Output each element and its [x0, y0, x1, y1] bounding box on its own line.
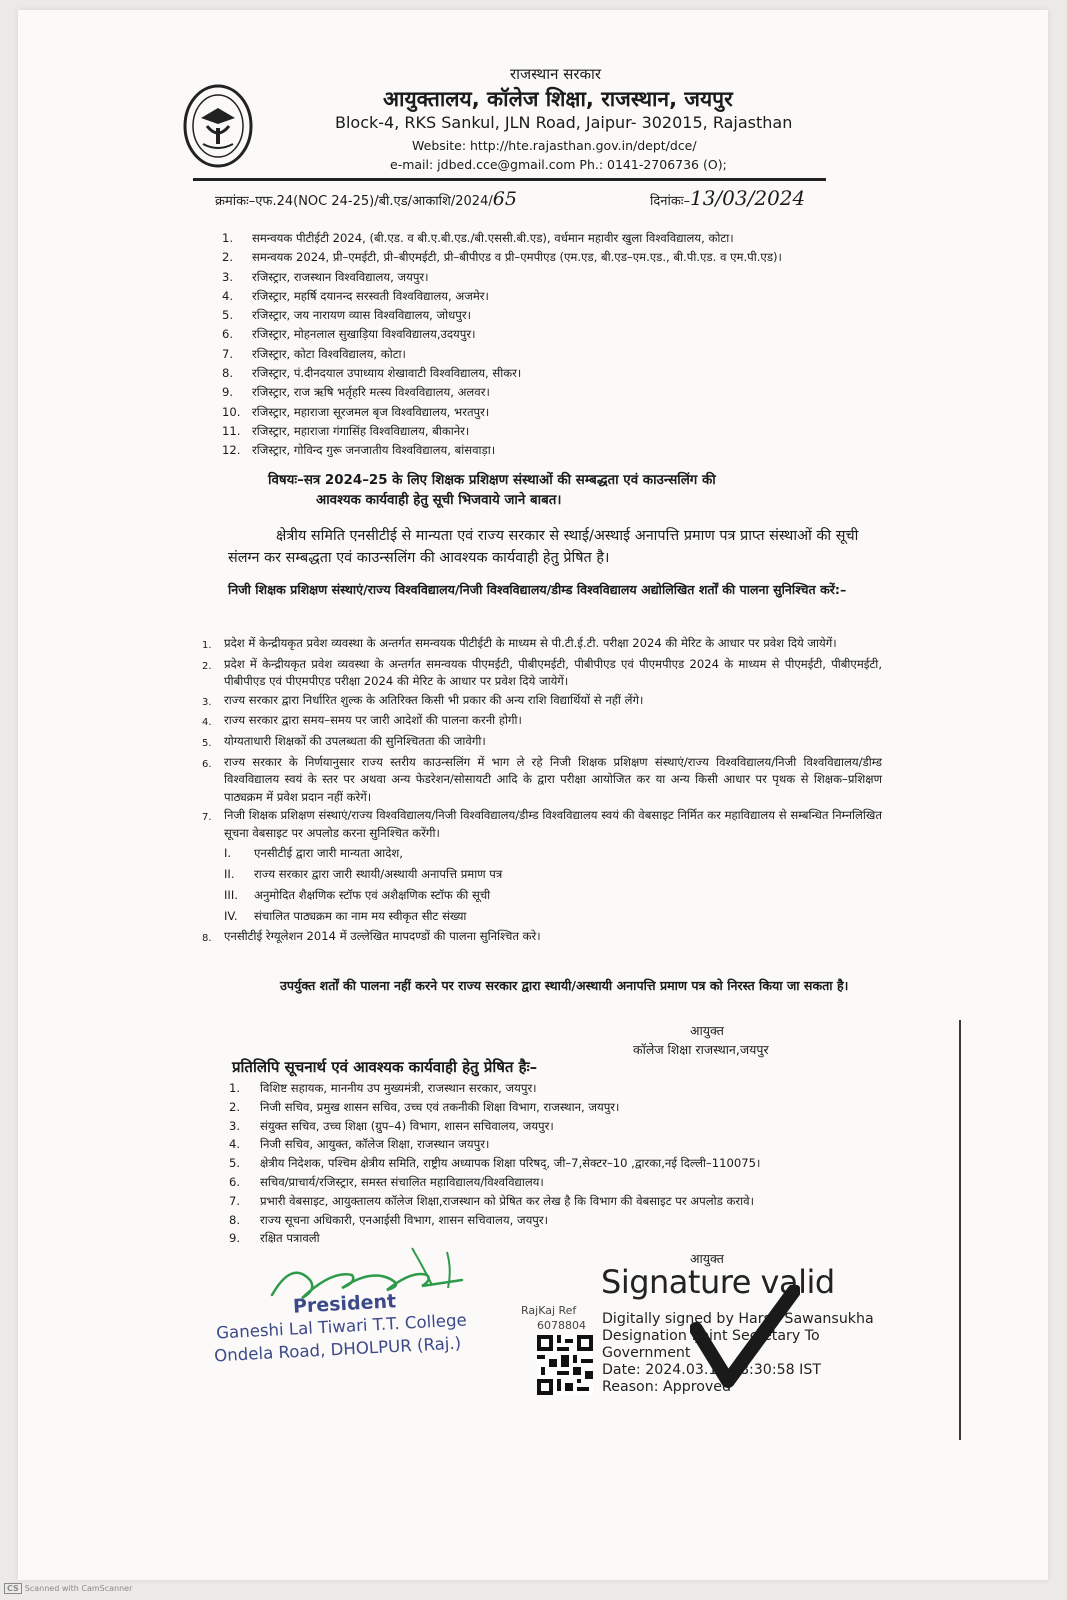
addressee-list — [222, 231, 782, 463]
list-item: 11. रजिस्ट्रार, महाराजा गंगासिंह विश्वविद्यालय, बीकानेर। — [222, 423, 470, 438]
list-item: 12. रजिस्ट्रार, गोविन्द गुरू जनजातीय विश्वविद्यालय, बांसवाड़ा। — [222, 443, 496, 458]
list-item: 4. रजिस्ट्रार, महर्षि दयानन्द सरस्वती विश्वविद्यालय, अजमेर। — [222, 288, 489, 303]
body-paragraph: क्षेत्रीय समिति एनसीटीई से मान्यता एवं राज्य सरकार से स्थाई/अस्थाई अनापत्ति प्रमाण पत्र प्राप्त संस्थाओं की सूची संलग्न कर सम्बद्धता एवं काउन्सलिंग की आवश्यक कार्यवाही हेतु प्रेषित है। — [228, 528, 859, 566]
list-item: 4. राज्य सरकार द्वारा समय–समय पर जारी आदेशों की पालना करनी होगी। — [202, 713, 522, 729]
signatory-title-2: आयुक्त — [690, 1251, 724, 1266]
list-item: 7. निजी शिक्षक प्रशिक्षण संस्थाएं/राज्य विश्वविद्यालय/निजी विश्वविद्यालय/डीम्ड विश्वविद्यालय स्वयं की वेबसाइट निर्मित कर महाविद्यालय से सम्बन्धित निम्नलिखित सूचना वेबसाइट पर अपलोड करना सुनिश्चित करेंगी। — [202, 808, 882, 840]
list-item: 8. एनसीटीई रेग्यूलेशन 2014 में उल्लेखित मापदण्डों की पालना सुनिश्चित करे। — [202, 928, 541, 944]
scanner-text: Scanned with CamScanner — [24, 1584, 133, 1593]
office-address: Block-4, RKS Sankul, JLN Road, Jaipur- 302015, Rajasthan — [335, 113, 793, 132]
subject-line-2: आवश्यक कार्यवाही हेतु सूची भिजवाये जाने बाबत। — [316, 493, 562, 508]
stamp-role: President — [292, 1290, 397, 1318]
warning-note: उपर्युक्त शर्तों की पालना नहीं करने पर राज्य सरकार द्वारा स्थायी/अस्थायी अनापत्ति प्रमाण पत्र को निरस्त किया जा सकता है। — [280, 978, 849, 993]
list-item: 1. विशिष्ट सहायक, माननीय उप मुख्यमंत्री, राजस्थान सरकार, जयपुर। — [229, 1081, 537, 1095]
scanner-watermark — [4, 1583, 132, 1594]
reference-handwritten-number: 65 — [492, 188, 517, 210]
conditions-heading: निजी शिक्षक प्रशिक्षण संस्थाएं/राज्य विश्वविद्यालय/निजी विश्वविद्यालय/डीम्ड विश्वविद्यालय अद्योलिखित शर्तों की पालना सुनिश्चित करें:– — [228, 582, 847, 597]
designation: Designation :Joint Secretary To — [602, 1328, 820, 1344]
office-email-phone: e-mail: jdbed.cce@gmail.com Ph.: 0141-2706736 (O); — [390, 157, 727, 172]
subject-line-1: विषयः–सत्र 2024–25 के लिए शिक्षक प्रशिक्षण संस्थाओं की सम्बद्धता एवं काउन्सलिंग की — [268, 473, 716, 488]
checkmark-icon — [690, 1285, 800, 1395]
conditions-list — [202, 635, 882, 948]
office-website: Website: http://hte.rajasthan.gov.in/dept/dce/ — [412, 138, 697, 153]
list-item: 3. संयुक्त सचिव, उच्च शिक्षा (ग्रुप–4) विभाग, शासन सचिवालय, जयपुर। — [229, 1118, 554, 1133]
reference-number — [215, 188, 517, 210]
scanner-logo-icon: CS — [4, 1583, 22, 1594]
margin-line — [959, 1020, 961, 1440]
list-item: 7. प्रभारी वेबसाइट, आयुक्तालय कॉलेज शिक्षा,राजस्थान को प्रेषित कर लेख है कि विभाग की वेबसाइट पर अपलोड करावे। — [229, 1193, 754, 1208]
list-item: 7. रजिस्ट्रार, कोटा विश्वविद्यालय, कोटा। — [222, 346, 406, 361]
signature-date: Date: 2024.03.13 18:30:58 IST — [602, 1362, 822, 1378]
signatory-title: आयुक्त — [690, 1023, 724, 1038]
list-item: 2. समन्वयक 2024, प्री–एमईटी, प्री–बीएमईटी, प्री–बीपीएड व प्री–एमपीएड (एम.एड, बी.एड–एम.एड., बी.पी.एड. व एम.पी.एड)। — [222, 250, 782, 265]
stamp-college-name: Ganeshi Lal Tiwari T.T. College — [215, 1310, 468, 1343]
department-logo-emblem — [183, 84, 253, 168]
list-item: 2. प्रदेश में केन्द्रीयकृत प्रवेश व्यवस्था के अन्तर्गत समन्वयक पीएमईटी, पीबीएमईटी, पीबीपीएड एवं पीएमपीएड 2024 के माध्यम से पीएमईटी, पीबीएमईटी, पीबीपीएड एवं पीएमपीएड परीक्षा 2024 की मेरिट के आधार पर प्रवेश दिये जायेगें। — [202, 656, 882, 689]
rajkaj-number: 6078804 — [537, 1319, 586, 1332]
list-item: III. अनुमोदित शैक्षणिक स्टॉफ एवं अशैक्षणिक स्टॉफ की सूची — [224, 888, 491, 903]
list-item: 8. रजिस्ट्रार, पं.दीनदयाल उपाध्याय शेखावाटी विश्वविद्यालय, सीकर। — [222, 366, 522, 381]
header-divider — [193, 178, 826, 181]
list-item: 3. राज्य सरकार द्वारा निर्धारित शुल्क के अतिरिक्त किसी भी प्रकार की अन्य राशि विद्यार्थियों से नहीं लेंगे। — [202, 692, 644, 708]
list-item: 3. रजिस्ट्रार, राजस्थान विश्वविद्यालय, जयपुर। — [222, 269, 429, 284]
copy-heading: प्रतिलिपि सूचनार्थ एवं आवश्यक कार्यवाही हेतु प्रेषित हैः– — [232, 1058, 538, 1076]
office-title: आयुक्तालय, कॉलेज शिक्षा, राजस्थान, जयपुर — [383, 87, 733, 111]
list-item: 10. रजिस्ट्रार, महाराजा सूरजमल बृज विश्वविद्यालय, भरतपुर। — [222, 404, 490, 419]
date-handwritten-value: 13/03/2024 — [689, 186, 806, 210]
list-item: 5. योग्यताधारी शिक्षकों की उपलब्धता की सुनिश्चितता की जावेगी। — [202, 733, 486, 749]
subject-line — [268, 471, 716, 511]
list-item: 8. राज्य सूचना अधिकारी, एनआईसी विभाग, शासन सचिवालय, जयपुर। — [229, 1212, 549, 1227]
copy-list — [229, 1081, 760, 1250]
signed-by: Digitally signed by Harsh Sawansukha — [602, 1311, 874, 1327]
list-item: I. एनसीटीई द्वारा जारी मान्यता आदेश, — [224, 846, 403, 861]
list-item: 6. सचिव/प्राचार्य/रजिस्ट्रार, समस्त संचालित महाविद्यालय/विश्वविद्यालय। — [229, 1174, 544, 1189]
signatory-office: कॉलेज शिक्षा राजस्थान,जयपुर — [633, 1042, 769, 1057]
list-item: 6. रजिस्ट्रार, मोहनलाल सुखाड़िया विश्वविद्यालय,उदयपुर। — [222, 327, 476, 342]
list-item: 4. निजी सचिव, आयुक्त, कॉलेज शिक्षा, राजस्थान जयपुर। — [229, 1137, 490, 1152]
list-item: 1. प्रदेश में केन्द्रीयकृत प्रवेश व्यवस्था के अन्तर्गत समन्वयक पीटीईटी के माध्यम से पी.टी.ई.टी. परीक्षा 2024 की मेरिट के आधार पर प्रवेश दिये जायेगें। — [202, 636, 837, 651]
list-item: 5. रजिस्ट्रार, जय नारायण व्यास विश्वविद्यालय, जोधपुर। — [222, 308, 472, 323]
government-name: राजस्थान सरकार — [510, 65, 602, 83]
reference-prefix: क्रमांकः–एफ.24(NOC 24-25)/बी.एड/आकाशि/2024/ — [215, 194, 493, 209]
list-item: 2. निजी सचिव, प्रमुख शासन सचिव, उच्च एवं तकनीकी शिक्षा विभाग, राजस्थान, जयपुर। — [229, 1099, 620, 1114]
letter-date — [650, 186, 805, 210]
signature-valid-label: Signature valid — [601, 1263, 835, 1301]
list-item: 9. रजिस्ट्रार, राज ऋषि भर्तृहरि मत्स्य विश्वविद्यालय, अलवर। — [222, 385, 490, 400]
qr-code-icon — [537, 1335, 593, 1395]
list-item: II. राज्य सरकार द्वारा जारी स्थायी/अस्थायी अनापत्ति प्रमाण पत्र — [224, 867, 503, 882]
list-item: 1. समन्वयक पीटीईटी 2024, (बी.एड. व बी.ए.बी.एड./बी.एससी.बी.एड), वर्धमान महावीर खुला विश्वविद्यालय, कोटा। — [222, 231, 734, 245]
signature-reason: Reason: Approved — [602, 1379, 732, 1395]
stamp-college-address: Ondela Road, DHOLPUR (Raj.) — [213, 1333, 462, 1366]
list-item: IV. संचालित पाठ्यक्रम का नाम मय स्वीकृत सीट संख्या — [224, 909, 467, 924]
date-label: दिनांकः– — [650, 194, 690, 209]
rajkaj-label: RajKaj Ref — [521, 1304, 577, 1317]
list-item: 6. राज्य सरकार के निर्णयानुसार राज्य स्तरीय काउन्सलिंग में भाग ले रहे निजी शिक्षक प्रशिक्षण संस्थाएं/राज्य विश्वविद्यालय/निजी विश्वविद्यालय/डीम्ड विश्वविद्यालय स्वयं के स्तर पर अथवा अन्य फेडरेशन/सोसायटी आदि के द्वारा परीक्षा आयोजित कर या अन्य किसी आधार पर पृथक से शिक्षक–प्रशिक्षण पाठ्यक्रम में प्रवेश प्रदान नहीं करेगें। — [202, 754, 882, 804]
list-item: 9. रक्षित पत्रावली — [229, 1231, 320, 1246]
designation-cont: Government — [602, 1345, 691, 1361]
list-item: 5. क्षेत्रीय निदेशक, पश्चिम क्षेत्रीय समिति, राष्ट्रीय अध्यापक शिक्षा परिषद्, जी–7,सेक्टर–10 ,द्वारका,नई दिल्ली–110075। — [229, 1156, 761, 1171]
rajkaj-reference — [521, 1303, 586, 1333]
